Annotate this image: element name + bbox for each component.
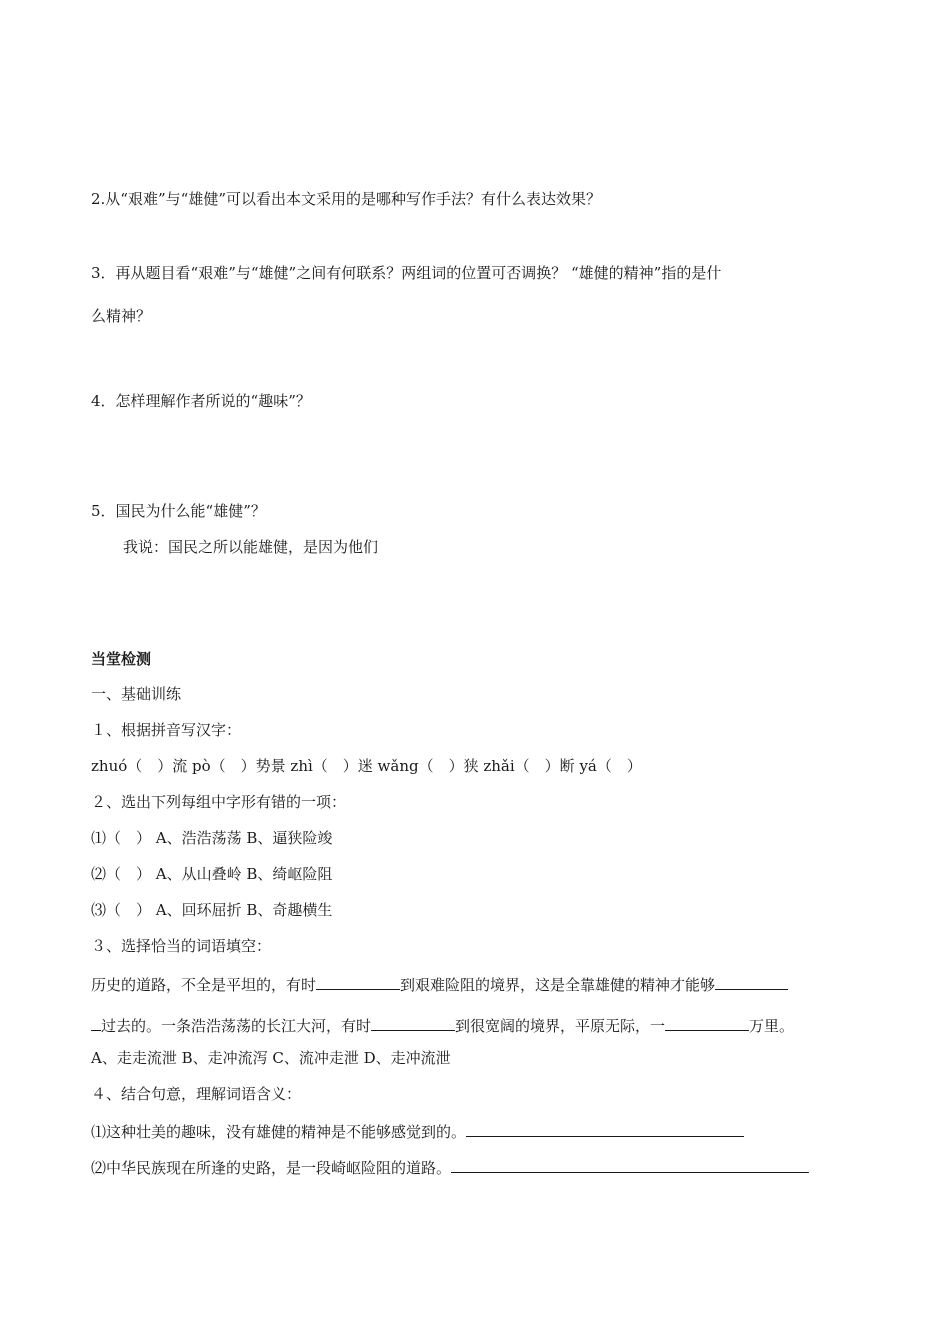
item-4-title: ４、结合句意，理解词语含义： [91,1085,302,1103]
item-3-options: A、走走流泄 B、走冲流泻 C、流冲走泄 D、走冲流泄 [91,1049,451,1067]
fill-blank-3[interactable] [371,1015,455,1031]
question-3-line-1: 3．再从题目看“艰难”与“雄健”之间有何联系？两组词的位置可否调换？ “雄健的精神”指的是什 [91,264,722,282]
item-1-pinyin: zhuó（ ）流 pò（ ）势景 zhì（ ）迷 wǎng（ ）狭 zhǎi（ ）断 yá（ ） [91,757,642,775]
item-1-title: １、根据拼音写汉字： [91,721,242,739]
item-3-text-a: 历史的道路，不全是平坦的，有时 [91,976,317,994]
item-3-title: ３、选择恰当的词语填空： [91,937,272,955]
item-3-text-e: 万里。 [749,1017,795,1035]
item-2-option-1: ⑴（ ） A、浩浩荡荡 B、逼狭险竣 [91,829,333,847]
question-2: 2.从“艰难”与“雄健”可以看出本文采用的是哪种写作手法？有什么表达效果？ [91,190,601,208]
question-5: 5．国民为什么能“雄健”？ [91,502,266,520]
fill-blank-1[interactable] [316,974,400,990]
item-2-option-2: ⑵（ ） A、从山叠岭 B、绮岖险阻 [91,865,333,883]
fill-blank-2-continued[interactable] [91,1015,101,1031]
item-4-sentence-2-text: ⑵中华民族现在所逢的史路，是一段崎岖险阻的道路。 [91,1159,452,1177]
section-heading: 当堂检测 [91,650,152,668]
item-2-option-3: ⑶（ ） A、回环屈折 B、奇趣横生 [91,901,333,919]
answer-line-2[interactable] [451,1157,809,1173]
fill-blank-2[interactable] [715,974,788,990]
item-3-paragraph-line-2 [91,1015,794,1036]
subsection-title: 一、基础训练 [91,685,182,703]
item-3-text-c: 过去的。一条浩浩荡荡的长江大河，有时 [101,1017,372,1035]
question-5-answer-prompt: 我说：国民之所以能雄健，是因为他们 [123,538,379,556]
item-3-text-b: 到艰难险阻的境界，这是全靠雄健的精神才能够 [400,976,716,994]
question-4: 4．怎样理解作者所说的“趣味”？ [91,392,311,410]
item-4-sentence-2 [91,1157,809,1178]
item-3-paragraph-line-1 [91,974,788,995]
question-3-line-2: 么精神？ [91,307,152,325]
fill-blank-4[interactable] [665,1015,749,1031]
answer-line-1[interactable] [466,1121,744,1137]
item-4-sentence-1-text: ⑴这种壮美的趣味，没有雄健的精神是不能够感觉到的。 [91,1123,467,1141]
item-3-text-d: 到很宽阔的境界，平原无际，一 [455,1017,666,1035]
item-4-sentence-1 [91,1121,744,1142]
item-2-title: ２、选出下列每组中字形有错的一项： [91,793,347,811]
